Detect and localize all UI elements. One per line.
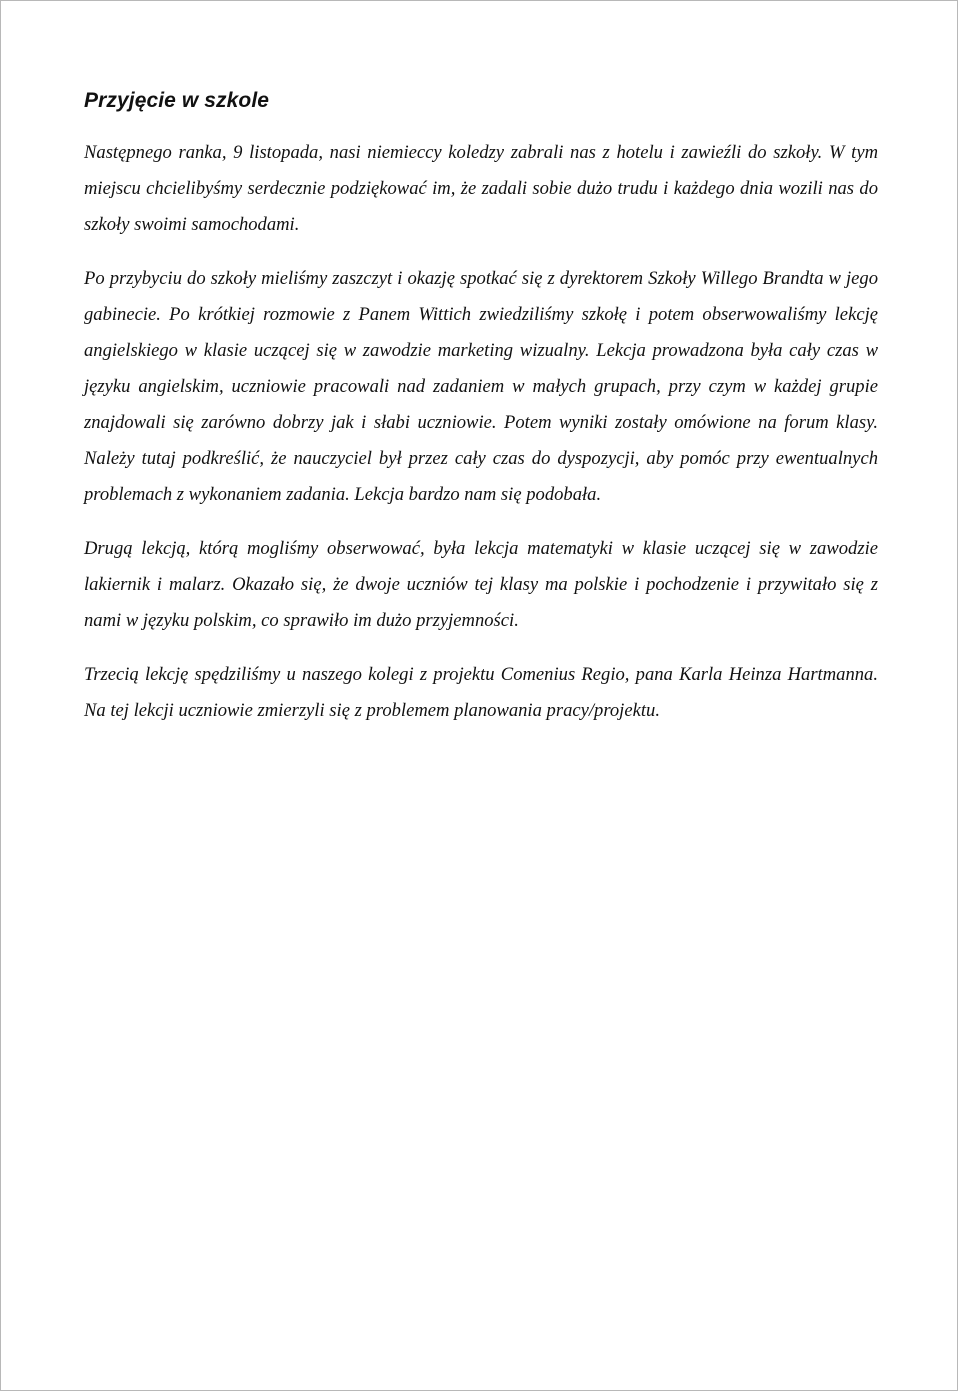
document-title: Przyjęcie w szkole xyxy=(84,89,270,112)
paragraph-arrival: Następnego ranka, 9 listopada, nasi niemieccy koledzy zabrali nas z hotelu i zawieźli do szkoły. W tym miejscu chcielibyśmy serdecznie podziękować im, że zadali sobie dużo trudu i każdego dnia wozili nas do szkoły swoimi samochodami. xyxy=(84,142,878,235)
document-body xyxy=(84,87,878,747)
paragraph-english-lesson: Po przybyciu do szkoły mieliśmy zaszczyt i okazję spotkać się z dyrektorem Szkoły Willego Brandta w jego gabinecie. Po krótkiej rozmowie z Panem Wittich zwiedziliśmy szkołę i potem obserwowaliśmy lekcję angielskiego w klasie uczącej się w zawodzie marketing wizualny. Lekcja prowadzona była cały czas w języku angielskim, uczniowie pracowali nad zadaniem w małych grupach, przy czym w każdej grupie znajdowali się zarówno dobrzy jak i słabi uczniowie. Potem wyniki zostały omówione na forum klasy. Należy tutaj podkreślić, że nauczyciel był przez cały czas do dyspozycji, aby pomóc przy ewentualnych problemach z wykonaniem zadania. Lekcja bardzo nam się podobała. xyxy=(84,268,878,505)
paragraph-math-lesson: Drugą lekcją, którą mogliśmy obserwować, była lekcja matematyki w klasie uczącej się w zawodzie lakiernik i malarz. Okazało się, że dwoje uczniów tej klasy ma polskie i pochodzenie i przywitało się z nami w języku polskim, co sprawiło im dużo przyjemności. xyxy=(84,538,878,631)
paragraph-third-lesson: Trzecią lekcję spędziliśmy u naszego kolegi z projektu Comenius Regio, pana Karla Heinza Hartmanna. Na tej lekcji uczniowie zmierzyli się z problemem planowania pracy/projektu. xyxy=(84,664,878,721)
